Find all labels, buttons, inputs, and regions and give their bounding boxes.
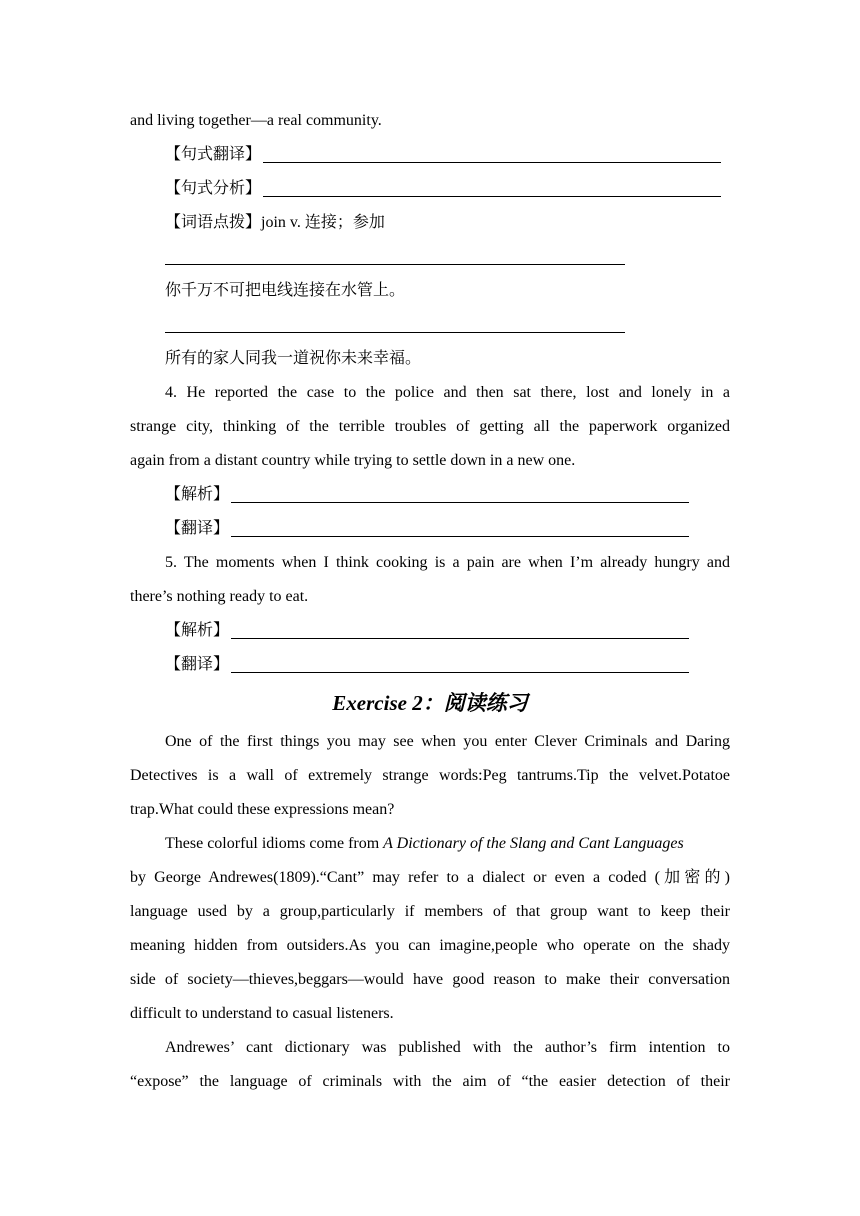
q4-analysis-label: 【解析】 [165,486,230,503]
question-5-line-1: 5. The moments when I think cooking is a pain are when I’m already hungry and [165,554,730,571]
example-sentence-1: 你千万不可把电线连接在水管上。 [165,282,406,299]
paragraph-1-line-3: trap.What could these expressions mean? [130,801,395,818]
paragraph-2-intro: These colorful idioms come from [165,835,384,852]
paragraph-2-line-2: by George Andrewes(1809).“Cant” may refer to a dialect or even a coded (加密的) [130,869,730,886]
sentence-analysis-label: 【句式分析】 [165,180,262,197]
q5-analysis-label: 【解析】 [165,622,230,639]
question-5-line-2: there’s nothing ready to eat. [130,588,309,605]
answer-blank-2[interactable] [165,332,625,333]
sentence-analysis-blank[interactable] [263,174,721,197]
paragraph-1-line-1: One of the first things you may see when you enter Clever Criminals and Daring [165,733,730,750]
question-4-line-2: strange city, thinking of the terrible troubles of getting all the paperwork organized [130,418,730,435]
q5-translation-blank[interactable] [231,650,689,673]
paragraph-2-line-4: meaning hidden from outsiders.As you can imagine,people who operate on the shady [130,937,730,954]
paragraph-2-line-6: difficult to understand to casual listeners. [130,1005,394,1022]
paragraph-3-line-1: Andrewes’ cant dictionary was published with the author’s firm intention to [165,1039,730,1056]
question-4-line-3: again from a distant country while trying to settle down in a new one. [130,452,576,469]
sentence-translation-row [165,138,721,172]
continuation-line: and living together—a real community. [130,112,382,129]
answer-blank-1[interactable] [165,264,625,265]
example-sentence-2: 所有的家人同我一道祝你未来幸福。 [165,350,422,367]
q5-translation-label: 【翻译】 [165,656,230,673]
sentence-translation-label: 【句式翻译】 [165,146,262,163]
paragraph-2-line-1 [165,827,684,861]
q5-translation-row [165,648,689,682]
sentence-analysis-row [165,172,721,206]
q4-translation-blank[interactable] [231,514,689,537]
q4-translation-row [165,512,689,546]
paragraph-2-line-5: side of society—thieves,beggars—would have good reason to make their conversation [130,971,730,988]
paragraph-2-line-3: language used by a group,particularly if members of that group want to keep their [130,903,730,920]
q5-analysis-row [165,614,689,648]
paragraph-3-line-2: “expose” the language of criminals with the aim of “the easier detection of their [130,1073,730,1090]
paragraph-1-line-2: Detectives is a wall of extremely strange words:Peg tantrums.Tip the velvet.Potatoe [130,767,730,784]
q5-analysis-blank[interactable] [231,616,689,639]
sentence-translation-blank[interactable] [263,140,721,163]
question-4-line-1: 4. He reported the case to the police and then sat there, lost and lonely in a [165,384,730,401]
word-tip-line: 【词语点拨】join v. 连接；参加 [165,214,385,231]
exercise-heading: Exercise 2：阅读练习 [332,691,528,715]
q4-translation-label: 【翻译】 [165,520,230,537]
q4-analysis-row [165,478,689,512]
q4-analysis-blank[interactable] [231,480,689,503]
dictionary-title: A Dictionary of the Slang and Cant Languages [383,835,684,852]
